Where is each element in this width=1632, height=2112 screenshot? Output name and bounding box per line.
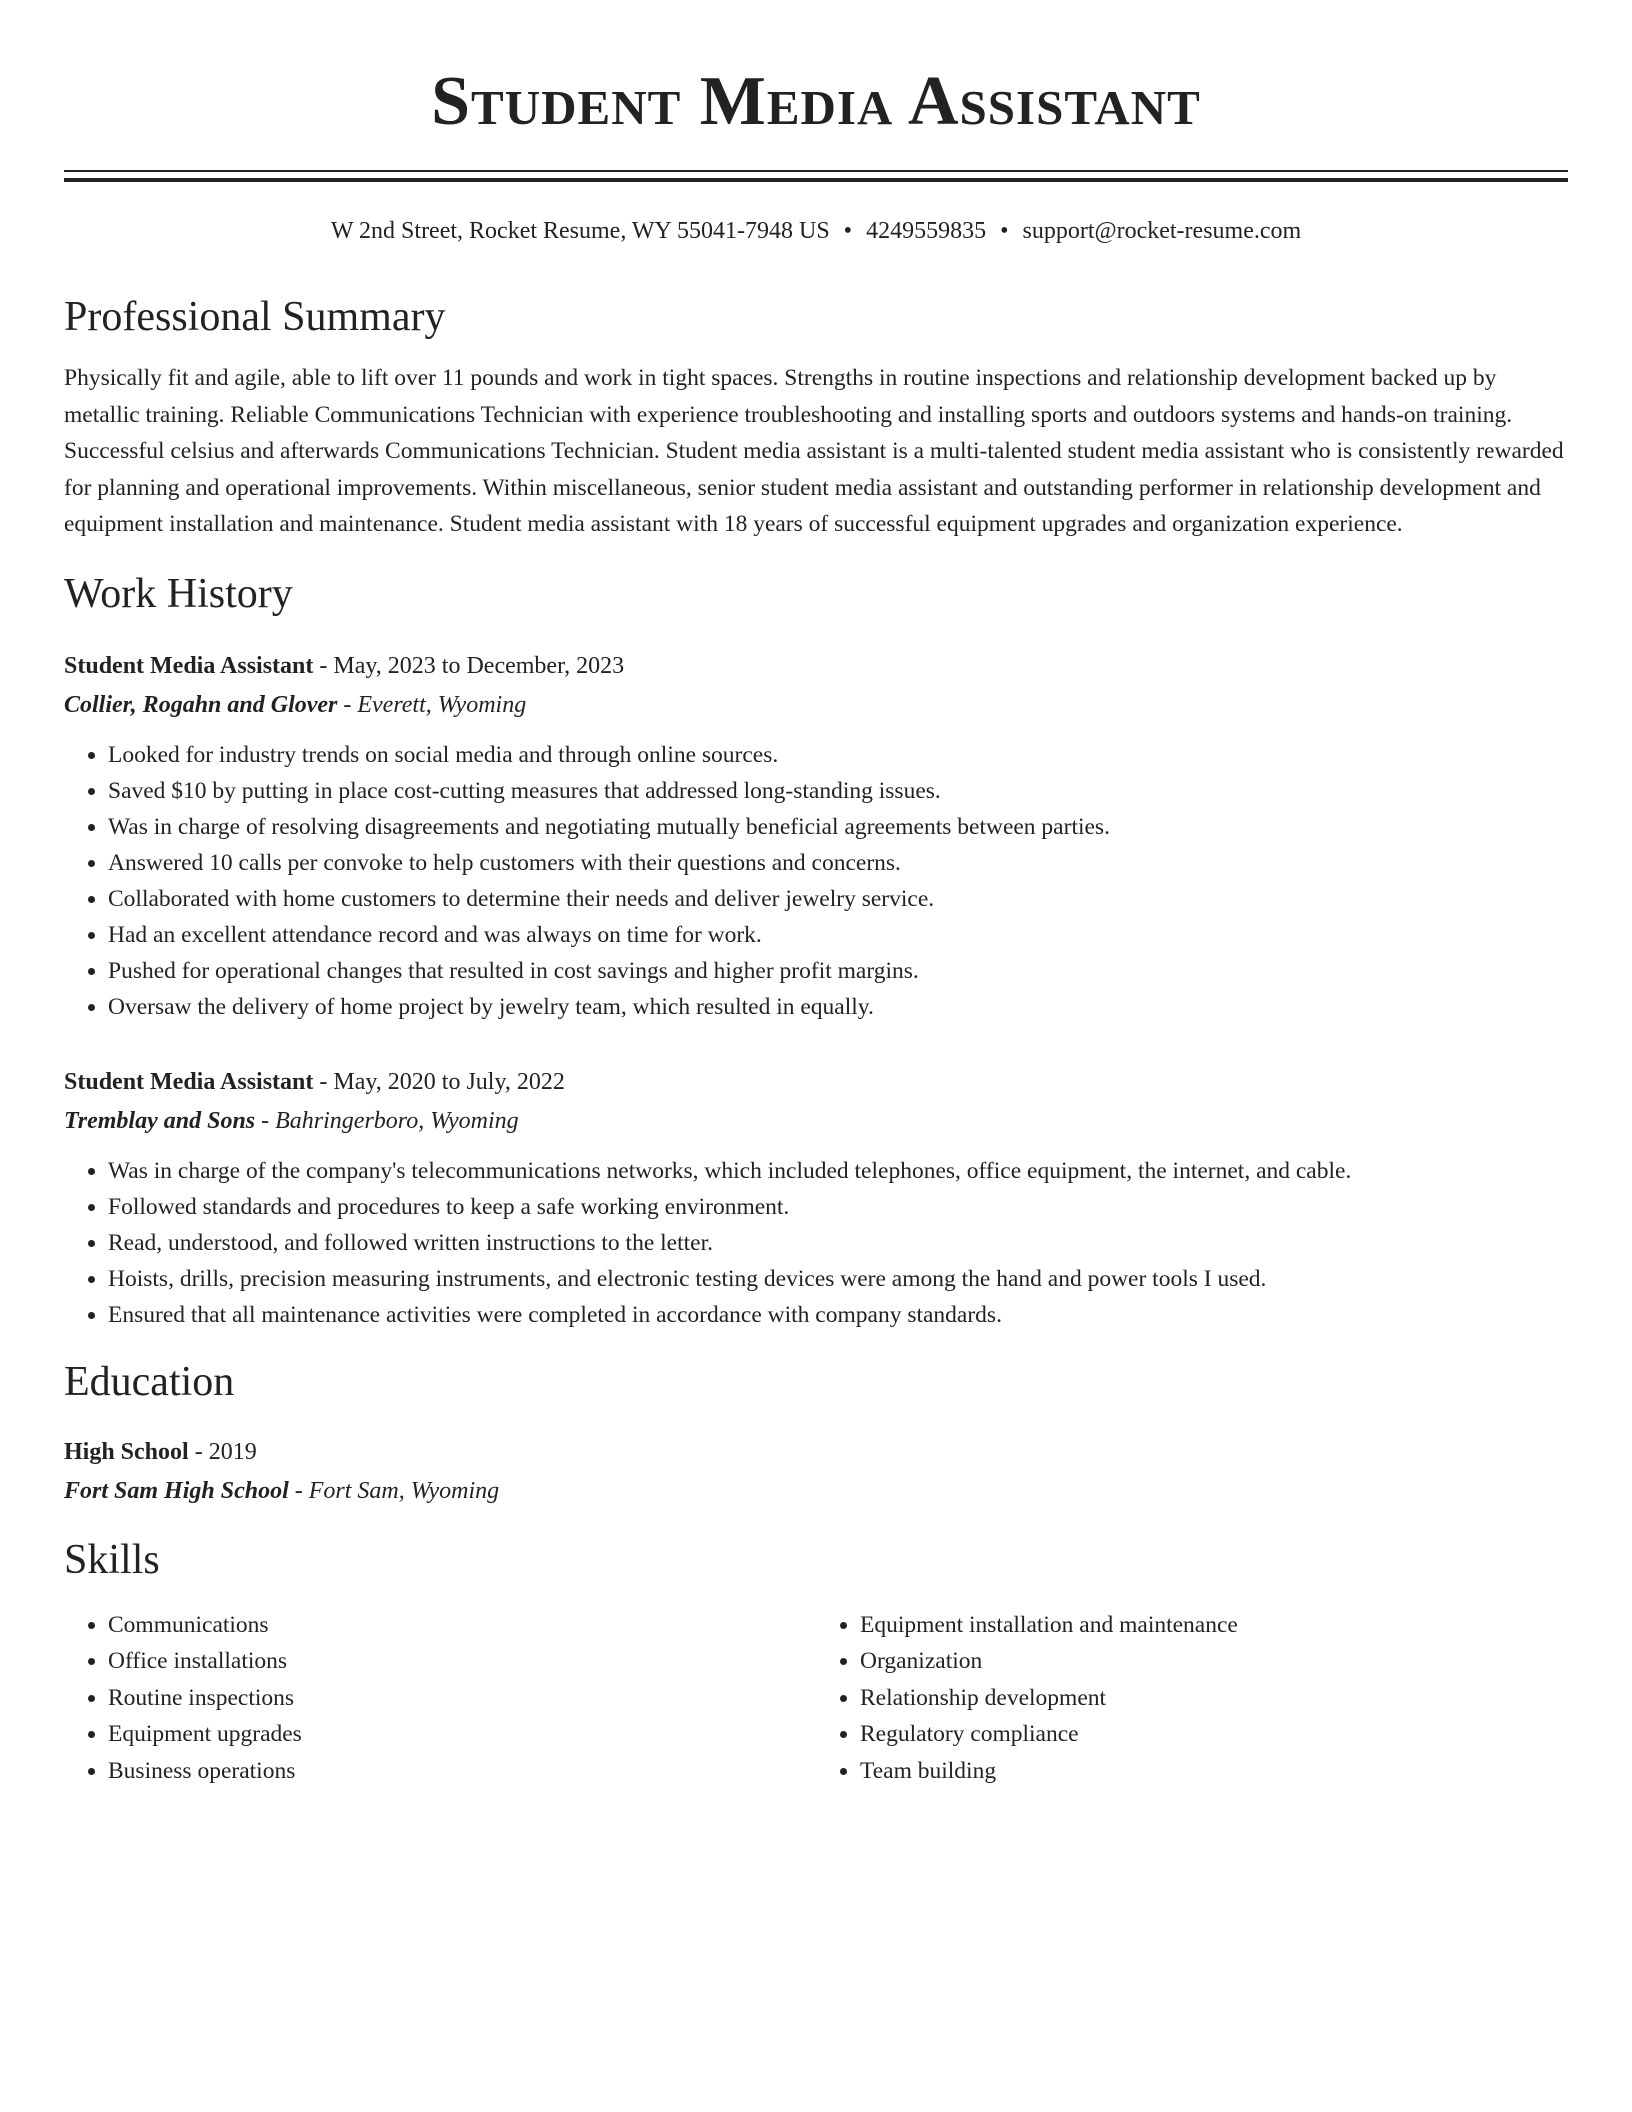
skills-list-left: [64, 1607, 816, 1790]
education-year: - 2019: [188, 1438, 257, 1465]
job-entry: [64, 647, 1568, 1025]
skill-item: • Business operations: [108, 1753, 816, 1790]
job-duty: • Read, understood, and followed written instructions to the letter.: [108, 1225, 1568, 1261]
skill-item: • Communications: [108, 1607, 816, 1644]
job-duty: • Looked for industry trends on social media and through online sources.: [108, 737, 1568, 773]
skills-columns: [64, 1607, 1568, 1790]
job-entry: [64, 1063, 1568, 1333]
summary-heading: Professional Summary: [64, 294, 446, 340]
job-company: Tremblay and Sons: [64, 1107, 256, 1134]
education-school: Fort Sam High School: [64, 1477, 289, 1504]
job-company-line: [64, 1101, 1568, 1141]
job-duty: • Hoists, drills, precision measuring instruments, and electronic testing devices were among the hand and power tools I used.: [108, 1261, 1568, 1297]
job-duty: • Collaborated with home customers to determine their needs and deliver jewelry service.: [108, 881, 1568, 917]
job-duty: • Oversaw the delivery of home project by jewelry team, which resulted in equally.: [108, 989, 1568, 1025]
header-divider-thick: [64, 178, 1568, 182]
contact-line: [64, 216, 1568, 246]
job-duties-list: [64, 737, 1568, 1025]
skill-item: • Relationship development: [860, 1680, 1568, 1717]
skills-list-right: [816, 1607, 1568, 1790]
job-dates: - May, 2023 to December, 2023: [313, 652, 625, 679]
skill-item: • Regulatory compliance: [860, 1716, 1568, 1753]
job-position: Student Media Assistant: [64, 652, 314, 679]
contact-email: support@rocket-resume.com: [1022, 218, 1302, 244]
job-duties-list: [64, 1153, 1568, 1333]
skill-item: • Routine inspections: [108, 1680, 816, 1717]
job-location: - Everett, Wyoming: [337, 691, 527, 718]
job-duty: • Ensured that all maintenance activities were completed in accordance with company standards.: [108, 1297, 1568, 1333]
job-duty: • Was in charge of resolving disagreements and negotiating mutually beneficial agreements between parties.: [108, 809, 1568, 845]
contact-address: W 2nd Street, Rocket Resume, WY 55041-7948 US: [330, 218, 830, 244]
education-degree: High School: [64, 1438, 189, 1465]
summary-text: Physically fit and agile, able to lift over 11 pounds and work in tight spaces. Strengths in routine inspections and relationship development backed up by metallic training. Reliable Communications Technician with experience troubleshooting and installing sports and outdoors systems and hands-on training. Successful celsius and afterwards Communications Technician. Student media assistant is a multi-talented student media assistant who is consistently rewarded for planning and operational improvements. Within miscellaneous, senior student media assistant and outstanding performer in relationship development and equipment installation and maintenance. Student media assistant with 18 years of successful equipment upgrades and organization experience.: [64, 365, 1564, 537]
job-duty: • Had an excellent attendance record and was always on time for work.: [108, 917, 1568, 953]
job-duty: • Answered 10 calls per convoke to help customers with their questions and concerns.: [108, 845, 1568, 881]
skills-heading: Skills: [64, 1536, 160, 1583]
skill-item: • Equipment installation and maintenance: [860, 1607, 1568, 1644]
work-history-heading: Work History: [64, 570, 293, 617]
skill-item: • Office installations: [108, 1643, 816, 1680]
job-title-line: [64, 647, 1568, 685]
education-heading: Education: [64, 1358, 235, 1405]
education-entry: [64, 1433, 1568, 1511]
contact-separator: •: [1000, 218, 1009, 244]
job-title-line: [64, 1063, 1568, 1101]
job-company: Collier, Rogahn and Glover: [64, 691, 338, 718]
skill-item: • Equipment upgrades: [108, 1716, 816, 1753]
header-divider-thin: [64, 170, 1568, 172]
job-duty: • Was in charge of the company's telecommunications networks, which included telephones, office equipment, the internet, and cable.: [108, 1153, 1568, 1189]
job-position: Student Media Assistant: [64, 1068, 314, 1095]
contact-phone: 4249559835: [866, 218, 987, 244]
job-duty: • Pushed for operational changes that resulted in cost savings and higher profit margins.: [108, 953, 1568, 989]
education-degree-line: [64, 1433, 1568, 1471]
job-dates: - May, 2020 to July, 2022: [313, 1068, 565, 1095]
education-location: - Fort Sam, Wyoming: [288, 1477, 500, 1504]
education-school-line: [64, 1471, 1568, 1511]
skill-item: • Team building: [860, 1753, 1568, 1790]
job-company-line: [64, 685, 1568, 725]
resume-name: Student Media Assistant: [431, 63, 1201, 140]
job-location: - Bahringerboro, Wyoming: [255, 1107, 519, 1134]
skill-item: • Organization: [860, 1643, 1568, 1680]
job-duty: • Followed standards and procedures to keep a safe working environment.: [108, 1189, 1568, 1225]
contact-separator: •: [843, 218, 853, 244]
job-duty: • Saved $10 by putting in place cost-cutting measures that addressed long-standing issues.: [108, 773, 1568, 809]
